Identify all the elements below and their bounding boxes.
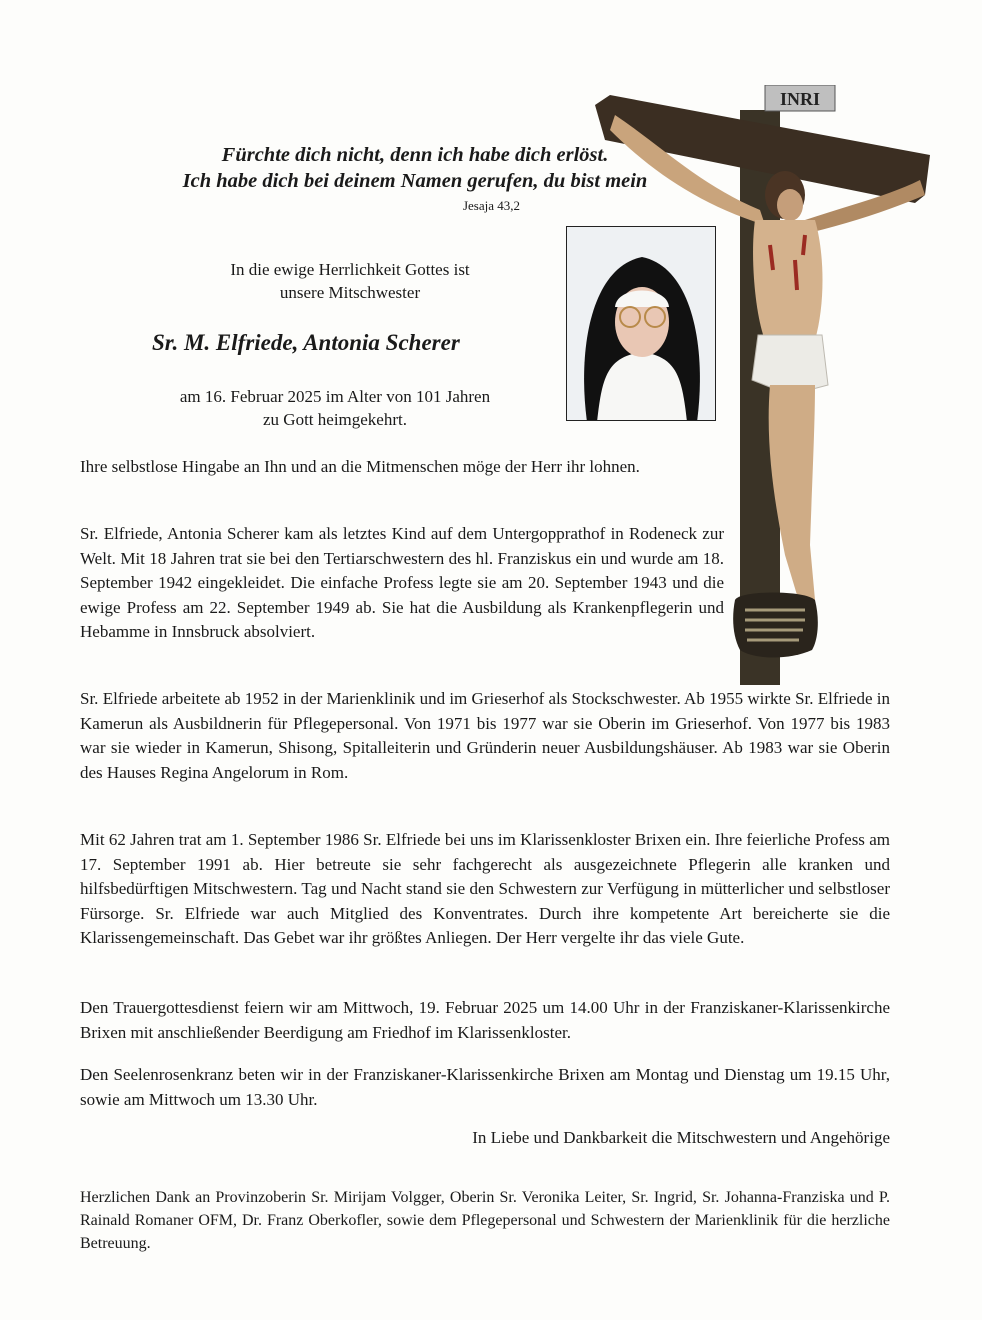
verse-line-1: Fürchte dich nicht, denn ich habe dich erlöst. — [221, 144, 609, 166]
paragraph-funeral: Den Trauergottesdienst feiern wir am Mittwoch, 19. Februar 2025 um 14.00 Uhr in der Franziskaner-Klarissenkirche Brixen mit anschließender Beerdigung am Friedhof im Klarissenkloster. — [80, 998, 890, 1042]
face — [777, 189, 803, 221]
paragraph-early-life: Sr. Elfriede, Antonia Scherer kam als letztes Kind auf dem Untergopprathof in Rodeneck zur Welt. Mit 18 Jahren trat sie bei den Tertiarschwestern des hl. Franziskus ein und wurde am 18. September 1942 eingekleidet. Die einfache Profess legte sie am 20. September 1943 und die ewige Profess am 22. September 1949 ab. Sie hat die Ausbildung als Krankenpflegerin und Hebamme in Innsbruck absolviert. — [80, 524, 724, 641]
death-notice-line-2: zu Gott heimgekehrt. — [263, 410, 407, 429]
torso — [753, 220, 822, 340]
death-notice — [135, 385, 535, 431]
paragraph-career: Sr. Elfriede arbeitete ab 1952 in der Marienklinik und im Grieserhof als Stockschwester. Ab 1955 wirkte Sr. Elfriede in Kamerun als Ausbildnerin für Pflegepersonal. Von 1971 bis 1977 war sie Oberin im Grieserhof. Von 1977 bis 1983 war sie wieder in Kamerun, Shisong, Spitalleiterin und Gründerin neuer Ausbildungshäuser. Ab 1983 war sie Oberin des Hauses Regina Angelorum in Rom. — [80, 689, 890, 782]
intro-text — [140, 258, 560, 304]
bible-verse — [120, 142, 710, 194]
verse-reference: Jesaja 43,2 — [462, 198, 520, 213]
paragraph-dedication: Ihre selbstlose Hingabe an Ihn und an die Mitmenschen möge der Herr ihr lohnen. — [80, 457, 640, 476]
signature: In Liebe und Dankbarkeit die Mitschwestern und Angehörige — [472, 1128, 890, 1147]
inri-text: INRI — [780, 89, 821, 109]
death-notice-line-1: am 16. Februar 2025 im Alter von 101 Jahren — [179, 387, 491, 406]
intro-line-1: In die ewige Herrlichkeit Gottes ist — [230, 260, 470, 279]
paragraph-klarissen: Mit 62 Jahren trat am 1. September 1986 Sr. Elfriede bei uns im Klarissenkloster Brixen ein. Ihre feierliche Profess am 17. September 1991 ab. Hier betreute sie sehr fachgerecht als ausgezeichnete Pflegerin alle kranken und hilfsbedürftigen Mitschwestern. Tag und Nacht stand sie den Schwestern zur Verfügung in mütterlicher und selbstloser Fürsorge. Sr. Elfriede war auch Mitglied des Konventrates. Durch ihre kompetente Art bereicherte sie die Klarissengemeinschaft. Das Gebet war ihr größtes Anliegen. Der Herr vergelte ihr das viele Gute. — [80, 830, 890, 947]
deceased-name: Sr. M. Elfriede, Antonia Scherer — [152, 330, 460, 355]
paragraph-rosary: Den Seelenrosenkranz beten wir in der Franziskaner-Klarissenkirche Brixen am Montag und Dienstag um 19.15 Uhr, sowie am Mittwoch um 13.30 Uhr. — [80, 1065, 890, 1109]
verse-line-2: Ich habe dich bei deinem Namen gerufen, du bist mein — [182, 170, 648, 192]
intro-line-2: unsere Mitschwester — [279, 283, 421, 302]
portrait-photo — [566, 226, 716, 421]
thanks-paragraph: Herzlichen Dank an Provinzoberin Sr. Mirijam Volgger, Oberin Sr. Veronika Leiter, Sr. Ingrid, Sr. Johanna-Franziska und P. Rainald Romaner OFM, Dr. Franz Oberkofler, sowie dem Pflegepersonal und Schwestern der Marienklinik für die herzliche Betreuung. — [80, 1189, 890, 1252]
skull-plaque — [733, 593, 818, 658]
nun-portrait-icon — [567, 227, 716, 421]
